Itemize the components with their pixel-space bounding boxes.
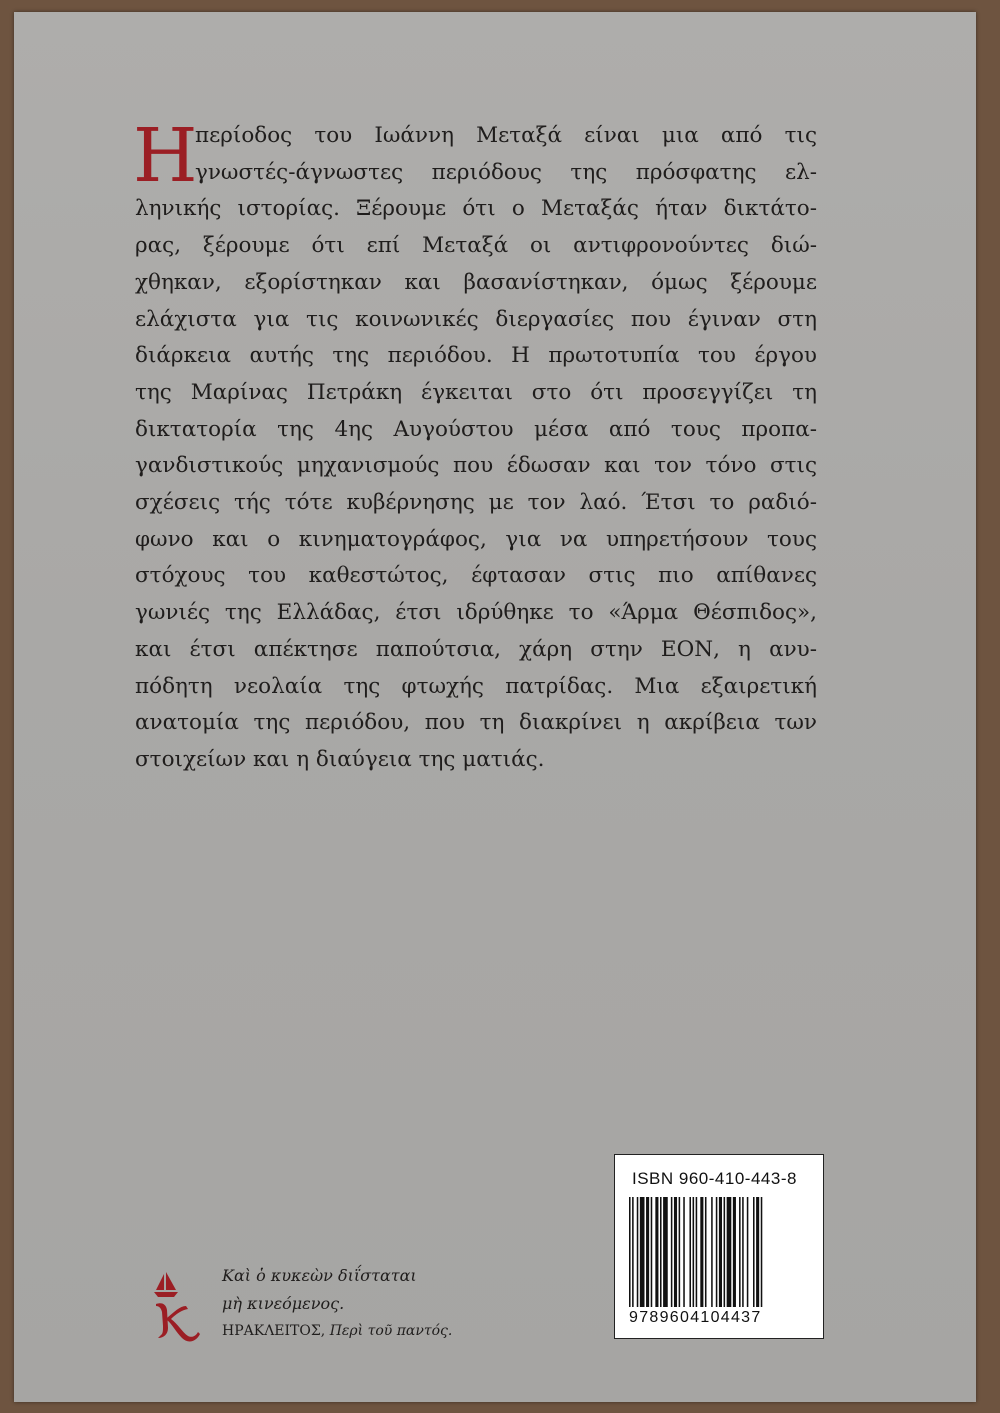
publisher-logo-icon	[150, 1270, 206, 1346]
blurb-line: περίοδος του Ιωάννη Μεταξά είναι μια από τις	[195, 123, 817, 148]
blurb-line: και έτσι απέκτησε παπούτσια, χάρη στην ΕΟΝ, η ανυ-	[135, 636, 817, 662]
blurb-line: χθηκαν, εξορίστηκαν και βασανίστηκαν, όμως ξέρουμε	[135, 269, 817, 295]
epigraph-quote: μὴ κινεόμενος.	[222, 1294, 345, 1313]
blurb-line: φωνο και ο κινηματογράφος, για να υπηρετήσουν τους	[135, 526, 817, 552]
blurb-line: της Μαρίνας Πετράκη έγκειται στο ότι προσεγγίζει τη	[135, 379, 817, 405]
isbn-barcode-label	[614, 1154, 824, 1339]
blurb-line: ρας, ξέρουμε ότι επί Μεταξά οι αντιφρονούντες διώ-	[135, 233, 817, 259]
cover-blurb	[133, 113, 817, 779]
epigraph-quote: Καὶ ὁ κυκεὼν διΐσταται	[222, 1266, 417, 1285]
blurb-line: γανδιστικούς μηχανισμούς που έδωσαν και τον τόνο στις	[135, 453, 817, 479]
blurb-line: ανατομία της περιόδου, που τη διακρίνει η ακρίβεια των	[135, 710, 817, 736]
drop-cap: Η	[133, 113, 198, 199]
blurb-line: διάρκεια αυτής της περιόδου. Η πρωτοτυπία του έργου	[135, 343, 817, 369]
blurb-line: σχέσεις τής τότε κυβέρνησης με τον λαό. Έτσι το ραδιό-	[135, 490, 817, 516]
blurb-line: δικτατορία της 4ης Αυγούστου μέσα από τους προπα-	[135, 416, 817, 442]
blurb-line: ελάχιστα για τις κοινωνικές διεργασίες που έγιναν στη	[135, 306, 817, 332]
epigraph-work: Περὶ τοῦ παντός.	[329, 1323, 453, 1339]
barcode-digits: 9789604104437	[629, 1309, 811, 1327]
epigraph-attribution	[222, 1318, 452, 1344]
blurb-line: ληνικής ιστορίας. Ξέρουμε ότι ο Μεταξάς ήταν δικτάτο-	[135, 196, 817, 222]
isbn-number: ISBN 960-410-443-8	[632, 1169, 797, 1188]
barcode-icon	[629, 1197, 811, 1307]
blurb-line: γωνιές της Ελλάδας, έτσι ιδρύθηκε το «Άρμα Θέσπιδος»,	[135, 600, 817, 626]
epigraph	[222, 1262, 452, 1344]
blurb-line: στοιχείων και η διαύγεια της ματιάς.	[135, 746, 545, 772]
blurb-line: πόδητη νεολαία της φτωχής πατρίδας. Μια εξαιρετική	[135, 673, 817, 699]
epigraph-author: ΗΡΑΚΛΕΙΤΟΣ,	[222, 1323, 326, 1339]
blurb-line: γνωστές-άγνωστες περιόδους της πρόσφατης ελ-	[195, 159, 817, 185]
blurb-line: στόχους του καθεστώτος, έφτασαν στις πιο απίθανες	[135, 563, 817, 589]
